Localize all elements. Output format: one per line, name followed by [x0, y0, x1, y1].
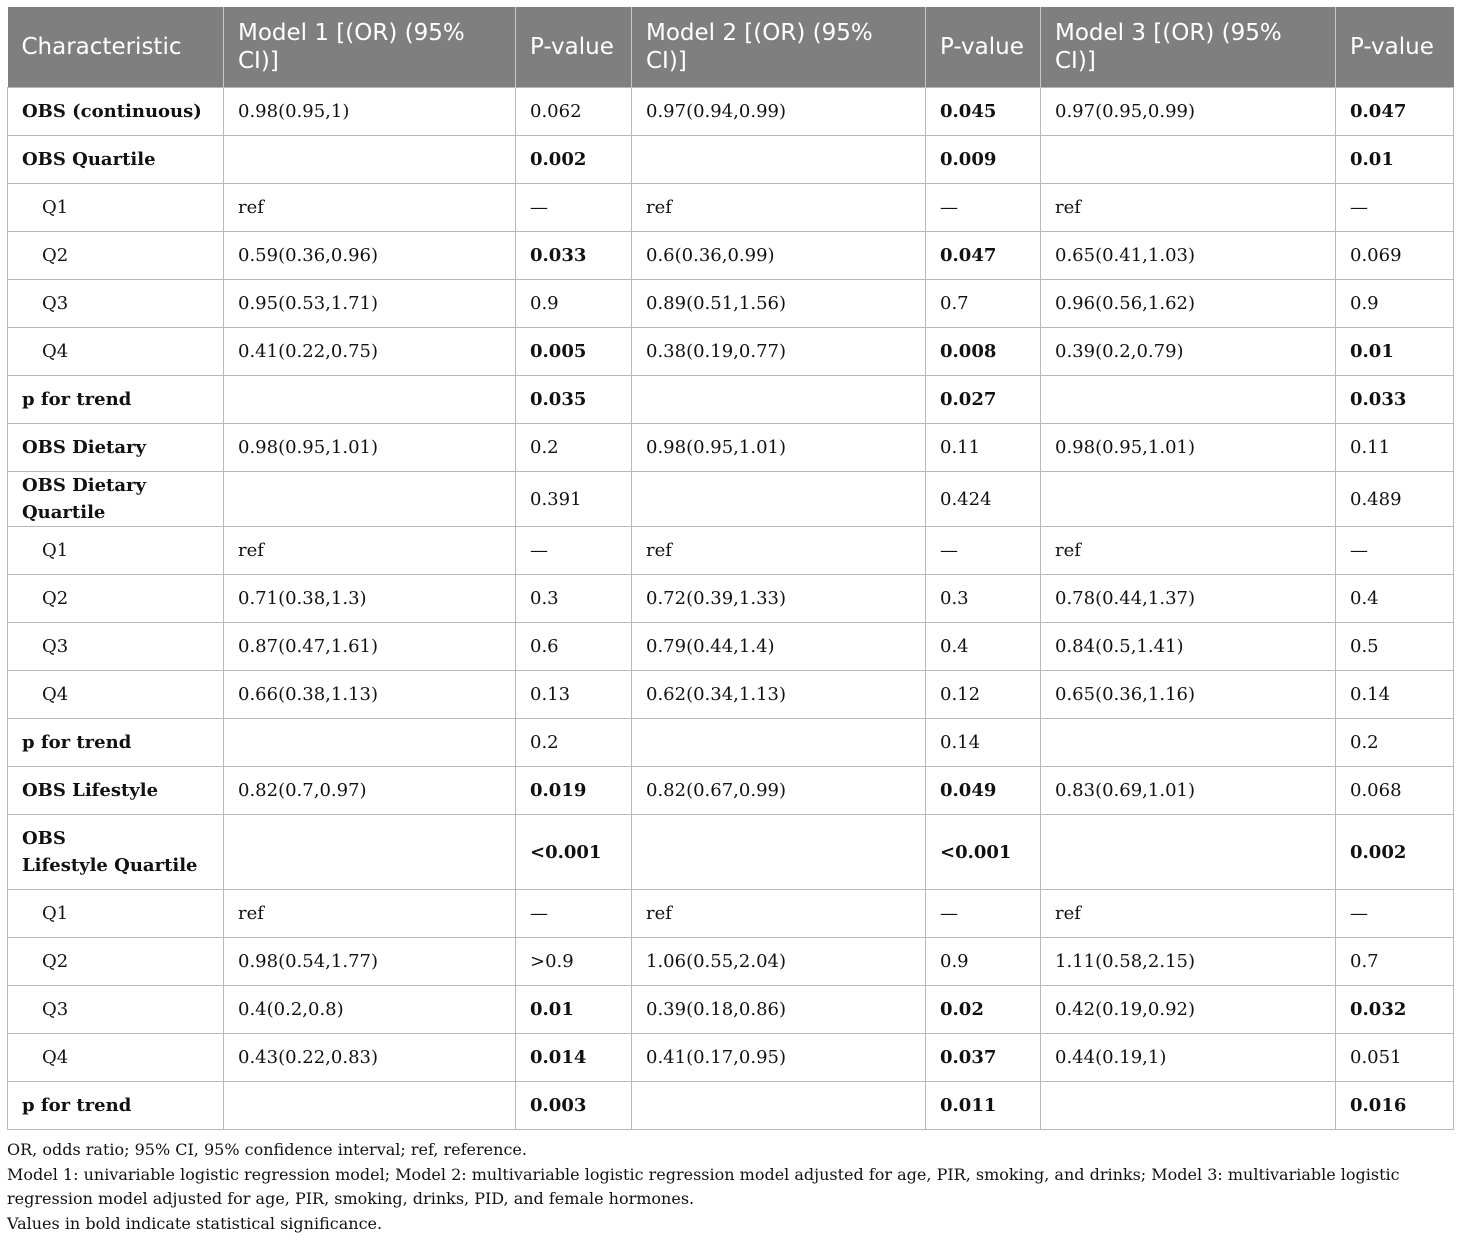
model-1-or	[224, 719, 516, 767]
regression-table	[7, 7, 1454, 1130]
model-2-or: ref	[632, 527, 926, 575]
table-row	[8, 671, 1454, 719]
model-3-p: —	[1336, 184, 1454, 232]
model-3-p: 0.01	[1336, 136, 1454, 184]
row-label: Q3	[8, 986, 224, 1034]
header-model-2: Model 2 [(OR) (95% CI)]	[632, 7, 926, 88]
model-3-or	[1041, 376, 1336, 424]
model-2-p: 0.045	[926, 88, 1041, 136]
model-2-or: ref	[632, 890, 926, 938]
model-1-or: 0.59(0.36,0.96)	[224, 232, 516, 280]
model-1-p: <0.001	[516, 815, 632, 890]
model-2-p: 0.047	[926, 232, 1041, 280]
row-label: Q2	[8, 938, 224, 986]
model-1-p: >0.9	[516, 938, 632, 986]
model-1-p: 0.2	[516, 424, 632, 472]
model-2-p: —	[926, 890, 1041, 938]
table-row	[8, 280, 1454, 328]
model-2-or	[632, 472, 926, 527]
model-3-p: 0.068	[1336, 767, 1454, 815]
model-2-p: 0.011	[926, 1082, 1041, 1130]
row-label: p for trend	[8, 1082, 224, 1130]
header-p-value-2: P-value	[926, 7, 1041, 88]
table-row	[8, 184, 1454, 232]
model-2-p: 0.3	[926, 575, 1041, 623]
table-row	[8, 527, 1454, 575]
model-3-or	[1041, 1082, 1336, 1130]
model-3-p: 0.047	[1336, 88, 1454, 136]
row-label: Q4	[8, 328, 224, 376]
row-label: OBS Dietary Quartile	[8, 472, 224, 527]
row-label: Q1	[8, 890, 224, 938]
model-2-p: 0.9	[926, 938, 1041, 986]
row-label: Q3	[8, 623, 224, 671]
model-3-or: 1.11(0.58,2.15)	[1041, 938, 1336, 986]
model-2-p: 0.02	[926, 986, 1041, 1034]
model-3-p: 0.2	[1336, 719, 1454, 767]
model-2-or: 1.06(0.55,2.04)	[632, 938, 926, 986]
model-2-or	[632, 376, 926, 424]
model-3-p: 0.9	[1336, 280, 1454, 328]
model-1-or: 0.95(0.53,1.71)	[224, 280, 516, 328]
model-3-p: —	[1336, 890, 1454, 938]
model-1-or: 0.4(0.2,0.8)	[224, 986, 516, 1034]
model-1-or: 0.41(0.22,0.75)	[224, 328, 516, 376]
row-label: Q1	[8, 527, 224, 575]
model-3-or: ref	[1041, 527, 1336, 575]
row-label: Q4	[8, 671, 224, 719]
model-2-or: 0.97(0.94,0.99)	[632, 88, 926, 136]
model-2-p: 0.4	[926, 623, 1041, 671]
model-1-or: 0.98(0.95,1.01)	[224, 424, 516, 472]
model-3-or: 0.65(0.36,1.16)	[1041, 671, 1336, 719]
model-1-or: 0.98(0.95,1)	[224, 88, 516, 136]
model-3-or	[1041, 815, 1336, 890]
row-label: Q1	[8, 184, 224, 232]
header-characteristic: Characteristic	[8, 7, 224, 88]
row-label-line-2: Lifestyle Quartile	[22, 855, 198, 876]
model-2-p: <0.001	[926, 815, 1041, 890]
model-3-or: 0.39(0.2,0.79)	[1041, 328, 1336, 376]
header-p-value-3: P-value	[1336, 7, 1454, 88]
header-model-1: Model 1 [(OR) (95% CI)]	[224, 7, 516, 88]
table-row	[8, 376, 1454, 424]
row-label: Q2	[8, 232, 224, 280]
model-3-or: 0.96(0.56,1.62)	[1041, 280, 1336, 328]
footnote-models: Model 1: univariable logistic regression model; Model 2: multivariable logistic regression model adjusted for age, PIR, smoking, and drinks; Model 3: multivariable logistic regression model adjusted for age, PIR, smoking, drinks, PID, and female hormones.	[7, 1164, 1400, 1208]
model-1-p: 0.6	[516, 623, 632, 671]
table-row	[8, 890, 1454, 938]
model-2-or: 0.79(0.44,1.4)	[632, 623, 926, 671]
model-1-p: 0.391	[516, 472, 632, 527]
model-2-p: 0.14	[926, 719, 1041, 767]
row-label: OBS Lifestyle	[8, 767, 224, 815]
model-1-p: 0.01	[516, 986, 632, 1034]
model-2-or	[632, 815, 926, 890]
model-3-p: 0.7	[1336, 938, 1454, 986]
row-label: Q3	[8, 280, 224, 328]
model-3-p: 0.033	[1336, 376, 1454, 424]
model-1-or	[224, 376, 516, 424]
model-2-p: 0.037	[926, 1034, 1041, 1082]
model-2-p: 0.027	[926, 376, 1041, 424]
regression-table-container	[7, 7, 1453, 1130]
model-3-or: 0.65(0.41,1.03)	[1041, 232, 1336, 280]
row-label: p for trend	[8, 376, 224, 424]
model-1-or: 0.66(0.38,1.13)	[224, 671, 516, 719]
model-1-or	[224, 1082, 516, 1130]
model-1-p: —	[516, 184, 632, 232]
model-2-p: 0.049	[926, 767, 1041, 815]
model-3-or	[1041, 472, 1336, 527]
model-1-p: 0.035	[516, 376, 632, 424]
footnote-bold: Values in bold indicate statistical significance.	[7, 1213, 383, 1233]
model-2-p: —	[926, 184, 1041, 232]
model-1-or: 0.82(0.7,0.97)	[224, 767, 516, 815]
table-row	[8, 136, 1454, 184]
table-row	[8, 575, 1454, 623]
model-3-or: 0.42(0.19,0.92)	[1041, 986, 1336, 1034]
model-3-p: 0.032	[1336, 986, 1454, 1034]
model-2-p: —	[926, 527, 1041, 575]
model-3-p: 0.069	[1336, 232, 1454, 280]
model-3-p: 0.5	[1336, 623, 1454, 671]
row-label-line-1: OBS	[22, 828, 66, 849]
model-3-or: 0.97(0.95,0.99)	[1041, 88, 1336, 136]
table-row	[8, 472, 1454, 527]
model-3-or: 0.83(0.69,1.01)	[1041, 767, 1336, 815]
row-label: Q2	[8, 575, 224, 623]
model-3-or: 0.84(0.5,1.41)	[1041, 623, 1336, 671]
model-2-p: 0.008	[926, 328, 1041, 376]
table-header-row	[8, 7, 1454, 88]
model-2-p: 0.424	[926, 472, 1041, 527]
model-2-or: 0.82(0.67,0.99)	[632, 767, 926, 815]
model-2-or	[632, 719, 926, 767]
model-2-or	[632, 136, 926, 184]
table-row	[8, 815, 1454, 890]
model-3-or	[1041, 719, 1336, 767]
model-1-p: —	[516, 890, 632, 938]
table-row	[8, 1082, 1454, 1130]
model-3-p: 0.051	[1336, 1034, 1454, 1082]
model-1-p: 0.033	[516, 232, 632, 280]
model-1-or: ref	[224, 890, 516, 938]
model-1-p: 0.005	[516, 328, 632, 376]
table-row	[8, 1034, 1454, 1082]
table-row	[8, 623, 1454, 671]
table-row	[8, 424, 1454, 472]
model-1-or: 0.71(0.38,1.3)	[224, 575, 516, 623]
model-1-p: 0.13	[516, 671, 632, 719]
model-2-or: 0.62(0.34,1.13)	[632, 671, 926, 719]
model-2-p: 0.11	[926, 424, 1041, 472]
model-2-or: 0.41(0.17,0.95)	[632, 1034, 926, 1082]
model-2-or: 0.39(0.18,0.86)	[632, 986, 926, 1034]
table-row	[8, 328, 1454, 376]
header-model-3: Model 3 [(OR) (95% CI)]	[1041, 7, 1336, 88]
model-3-p: 0.14	[1336, 671, 1454, 719]
model-2-or	[632, 1082, 926, 1130]
model-1-or	[224, 472, 516, 527]
model-3-or: 0.98(0.95,1.01)	[1041, 424, 1336, 472]
table-footnotes	[7, 1138, 1453, 1236]
table-row	[8, 986, 1454, 1034]
model-1-or: ref	[224, 527, 516, 575]
model-3-or: ref	[1041, 890, 1336, 938]
table-row	[8, 719, 1454, 767]
model-1-p: 0.003	[516, 1082, 632, 1130]
model-2-or: ref	[632, 184, 926, 232]
model-2-p: 0.12	[926, 671, 1041, 719]
header-p-value-1: P-value	[516, 7, 632, 88]
model-1-or	[224, 136, 516, 184]
table-row	[8, 938, 1454, 986]
model-1-or: 0.87(0.47,1.61)	[224, 623, 516, 671]
model-2-or: 0.72(0.39,1.33)	[632, 575, 926, 623]
model-1-p: 0.3	[516, 575, 632, 623]
table-row	[8, 232, 1454, 280]
model-3-p: 0.11	[1336, 424, 1454, 472]
model-1-or: 0.43(0.22,0.83)	[224, 1034, 516, 1082]
table-row	[8, 88, 1454, 136]
row-label: OBS Quartile	[8, 136, 224, 184]
model-2-or: 0.89(0.51,1.56)	[632, 280, 926, 328]
model-2-p: 0.009	[926, 136, 1041, 184]
model-1-p: 0.2	[516, 719, 632, 767]
model-2-or: 0.6(0.36,0.99)	[632, 232, 926, 280]
model-1-p: 0.014	[516, 1034, 632, 1082]
model-3-p: —	[1336, 527, 1454, 575]
row-label: p for trend	[8, 719, 224, 767]
row-label: OBS Dietary	[8, 424, 224, 472]
row-label	[8, 815, 224, 890]
model-3-or	[1041, 136, 1336, 184]
model-1-or: 0.98(0.54,1.77)	[224, 938, 516, 986]
row-label: Q4	[8, 1034, 224, 1082]
model-3-p: 0.01	[1336, 328, 1454, 376]
model-2-or: 0.98(0.95,1.01)	[632, 424, 926, 472]
model-3-p: 0.016	[1336, 1082, 1454, 1130]
model-3-p: 0.002	[1336, 815, 1454, 890]
model-1-p: 0.019	[516, 767, 632, 815]
model-1-p: —	[516, 527, 632, 575]
model-3-p: 0.4	[1336, 575, 1454, 623]
model-1-or	[224, 815, 516, 890]
model-1-p: 0.9	[516, 280, 632, 328]
table-row	[8, 767, 1454, 815]
model-2-p: 0.7	[926, 280, 1041, 328]
model-2-or: 0.38(0.19,0.77)	[632, 328, 926, 376]
model-3-or: 0.44(0.19,1)	[1041, 1034, 1336, 1082]
model-1-or: ref	[224, 184, 516, 232]
model-3-or: ref	[1041, 184, 1336, 232]
model-1-p: 0.002	[516, 136, 632, 184]
model-3-p: 0.489	[1336, 472, 1454, 527]
model-1-p: 0.062	[516, 88, 632, 136]
footnote-abbreviations: OR, odds ratio; 95% CI, 95% confidence interval; ref, reference.	[7, 1140, 527, 1159]
row-label: OBS (continuous)	[8, 88, 224, 136]
model-3-or: 0.78(0.44,1.37)	[1041, 575, 1336, 623]
